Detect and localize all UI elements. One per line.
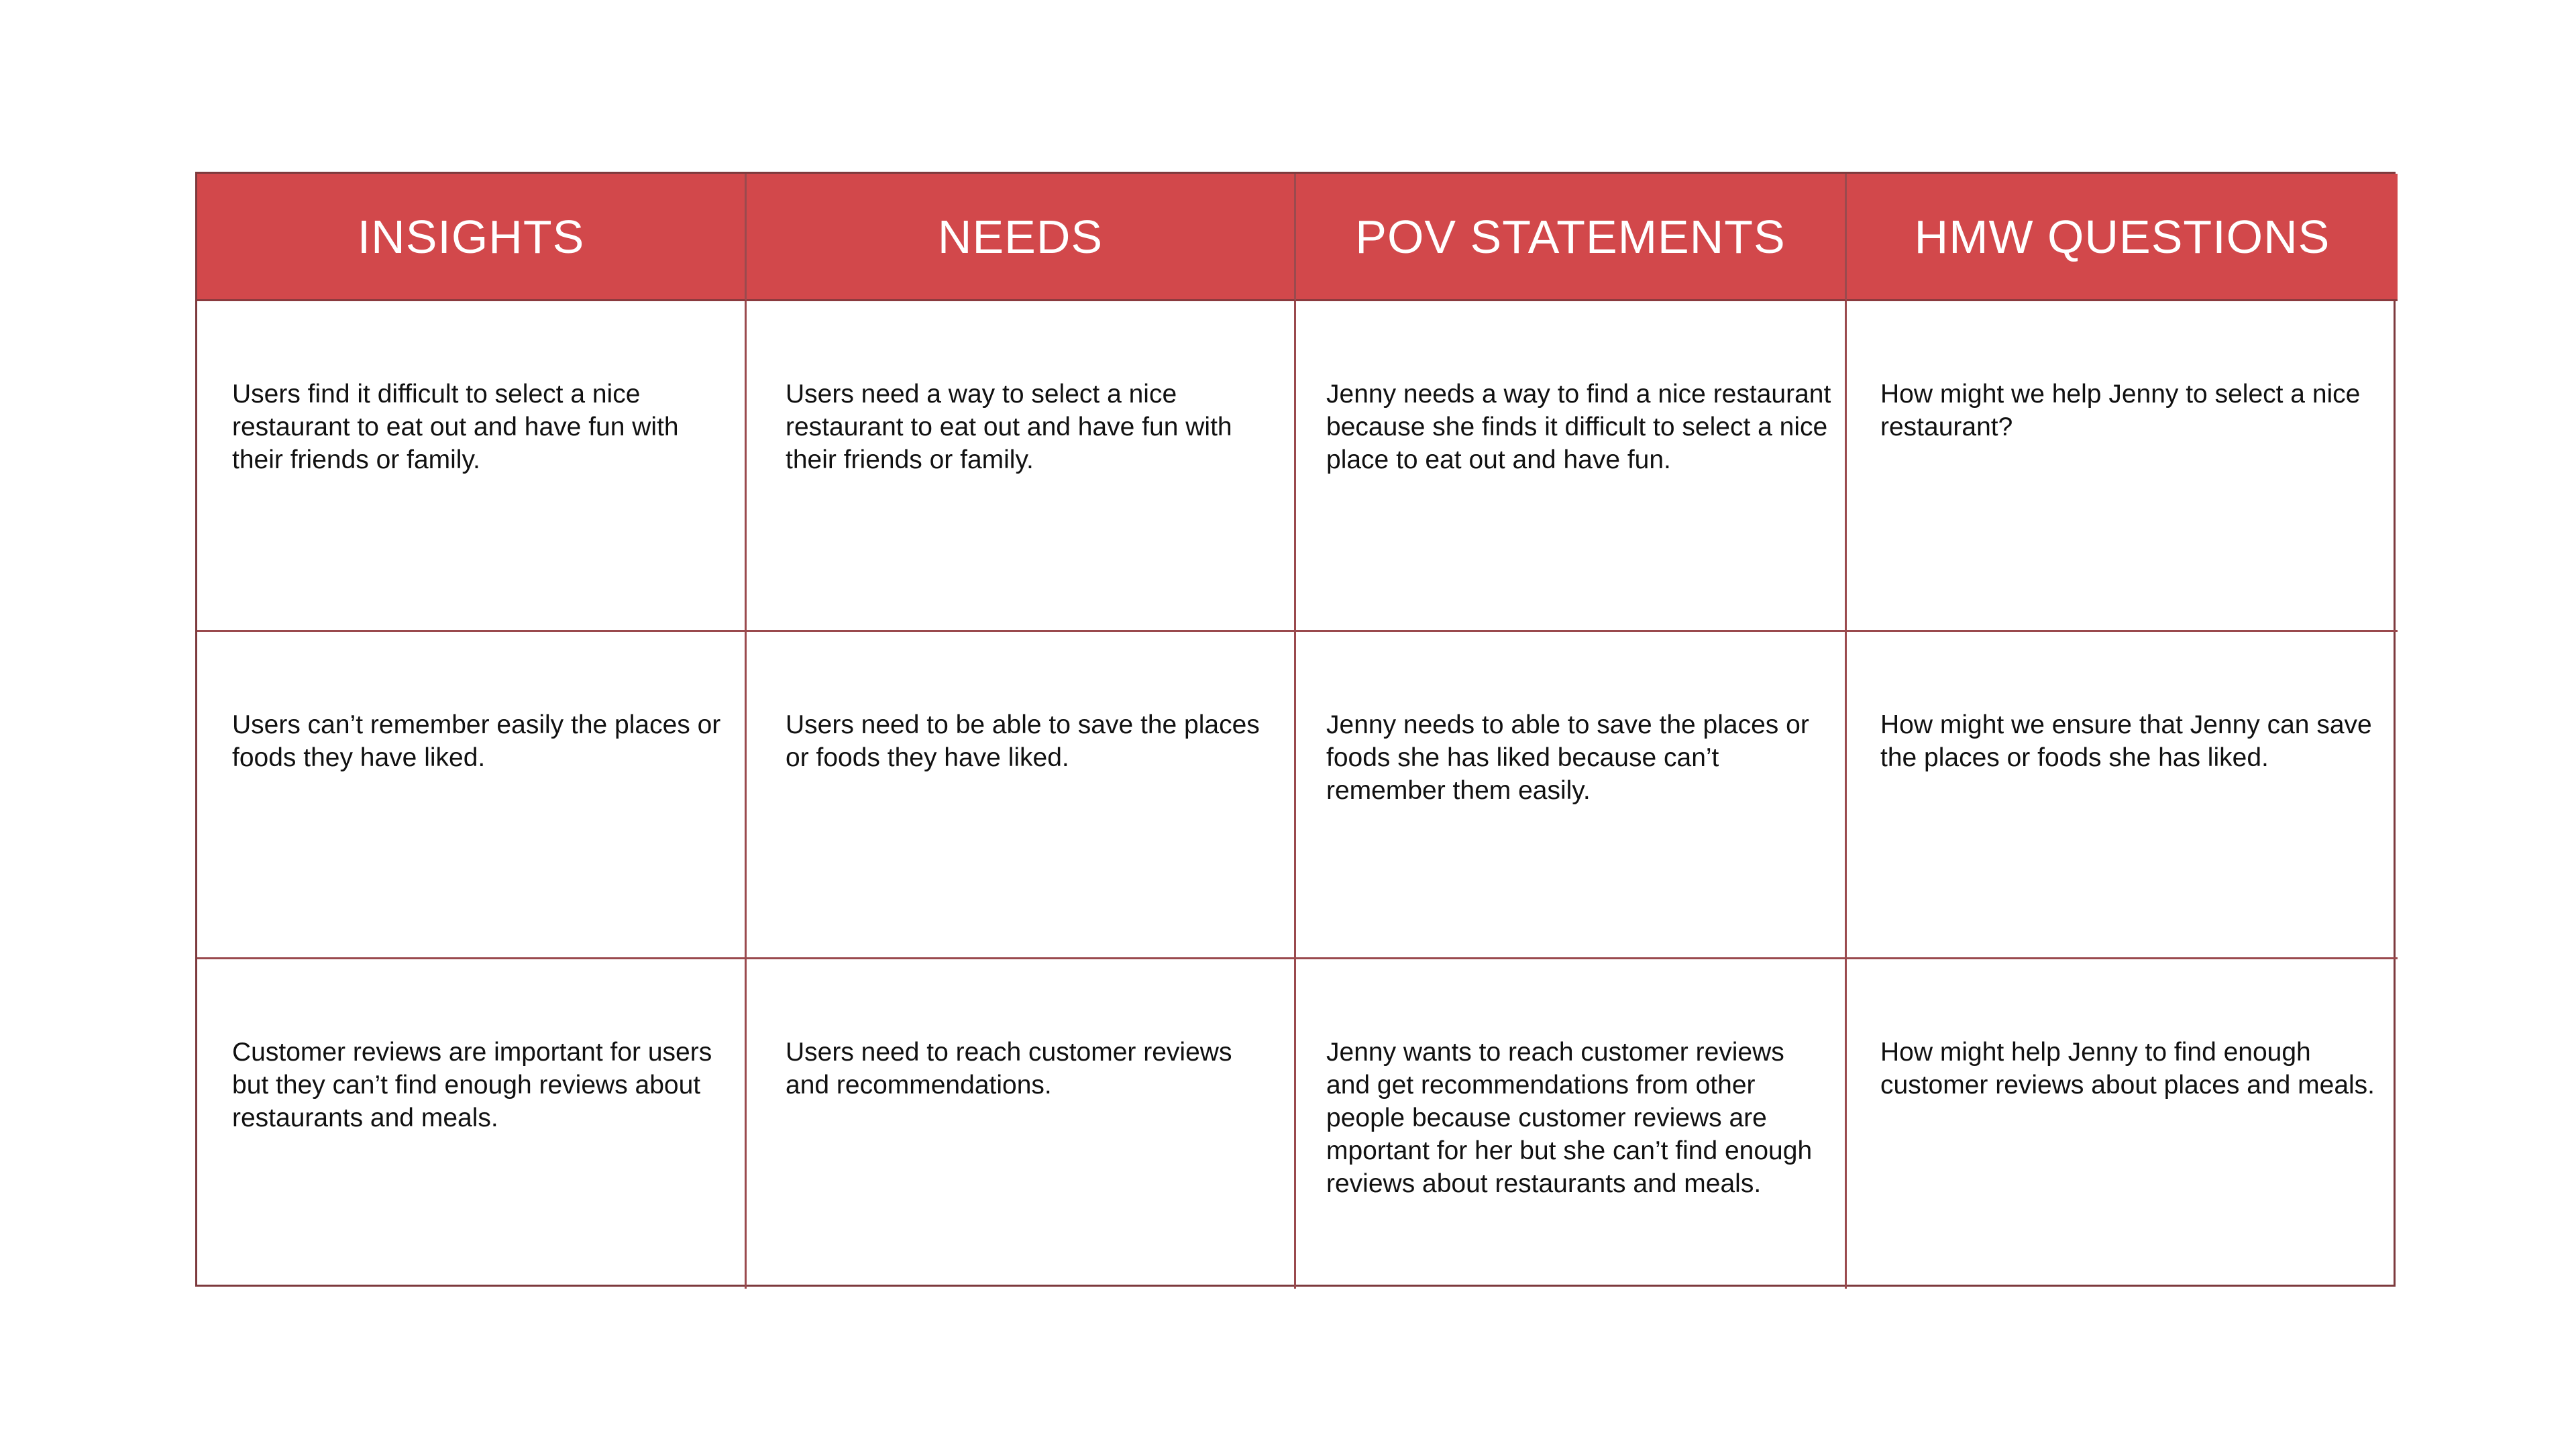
cell-text: Users need a way to select a nice restaurant to eat out and have fun with their friends or family. [786,380,1232,474]
header-label-insights: INSIGHTS [357,210,585,263]
table-cell-insight-3 [197,959,747,1289]
cell-text: Jenny needs to able to save the places or foods she has liked because can’t remember them easily. [1326,710,1809,805]
header-label-pov-statements: POV STATEMENTS [1355,210,1786,263]
cell-text: How might we help Jenny to select a nice restaurant? [1880,380,2361,441]
cell-text: Users find it difficult to select a nice restaurant to eat out and have fun with their friends or family. [232,380,679,474]
insights-table [195,172,2396,1287]
table-cell-need-1 [747,301,1296,632]
table-cell-insight-1 [197,301,747,632]
cell-text: How might help Jenny to find enough customer reviews about places and meals. [1880,1038,2375,1099]
cell-text: Jenny wants to reach customer reviews and get recommendations from other people because customer reviews are mportant for her but she can’t find enough reviews about restaurants and meals. [1326,1038,1813,1198]
table-cell-hmw-3 [1847,959,2398,1289]
header-insights [197,174,747,301]
table-cell-hmw-1 [1847,301,2398,632]
table-cell-pov-1 [1296,301,1847,632]
table-cell-insight-2 [197,632,747,959]
cell-text: How might we ensure that Jenny can save the places or foods she has liked. [1880,710,2372,772]
header-hmw-questions [1847,174,2398,301]
table-cell-hmw-2 [1847,632,2398,959]
cell-text: Jenny needs a way to find a nice restaurant because she finds it difficult to select a nice place to eat out and have fun. [1326,380,1831,474]
cell-text: Users need to reach customer reviews and recommendations. [786,1038,1232,1099]
table-cell-need-2 [747,632,1296,959]
cell-text: Users need to be able to save the places or foods they have liked. [786,710,1260,772]
cell-text: Customer reviews are important for users but they can’t find enough reviews about restaurants and meals. [232,1038,712,1132]
header-pov-statements [1296,174,1847,301]
header-label-hmw-questions: HMW QUESTIONS [1914,210,2330,263]
cell-text: Users can’t remember easily the places or foods they have liked. [232,710,721,772]
header-label-needs: NEEDS [937,210,1104,263]
table-cell-need-3 [747,959,1296,1289]
table-cell-pov-2 [1296,632,1847,959]
header-needs [747,174,1296,301]
table-cell-pov-3 [1296,959,1847,1289]
